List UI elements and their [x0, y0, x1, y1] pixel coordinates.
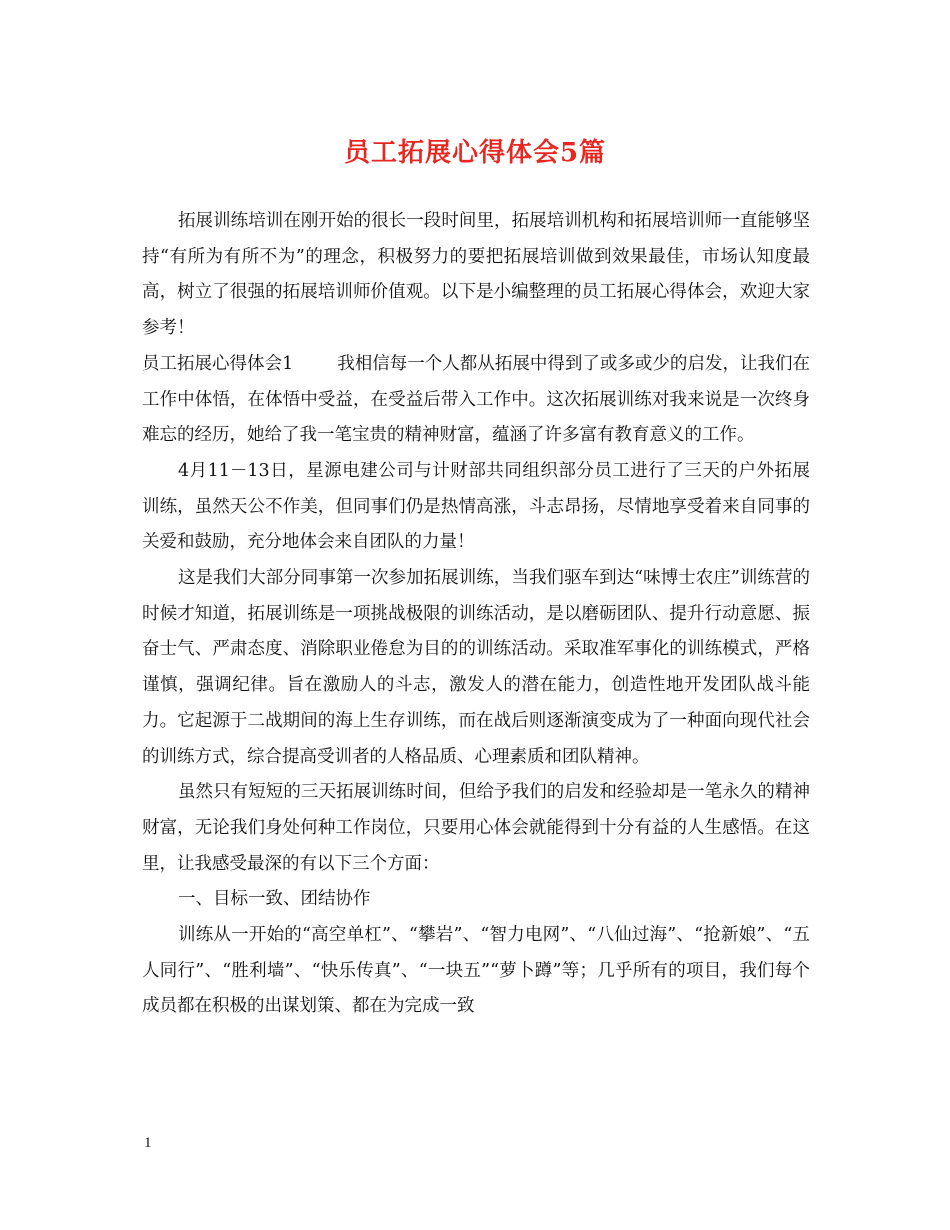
section-1-heading: 员工拓展心得体会1 — [142, 353, 294, 374]
subheading-teamwork: 一、目标一致、团结协作 — [178, 889, 371, 910]
paragraph-training-items: 训练从一开始的“高空单杠”、“攀岩”、“智力电网”、“八仙过海”、“抢新娘”、“五人同行”、“胜利墙”、“快乐传真”、“一块五”“萝卜蹲”等；几乎所有的项目，我们每个成员都在积极的出谋划策、都在为完成一致 — [142, 925, 810, 1017]
paragraph-event: 4月11－13日，星源电建公司与计财部共同组织部分员工进行了三天的户外拓展训练，虽然天公不作美，但同事们仍是热情高涨，斗志昂扬，尽情地享受着来自同事的关爱和鼓励，充分地体会来自团队的力量！ — [142, 460, 810, 553]
intro-paragraph: 拓展训练培训在刚开始的很长一段时间里，拓展培训机构和拓展培训师一直能够坚持“有所为有所不为”的理念，积极努力的要把拓展培训做到效果最佳，市场认知度最高，树立了很强的拓展培训师价值观。以下是小编整理的员工拓展心得体会，欢迎大家参考！ — [142, 211, 810, 339]
page-number: 1 — [144, 1135, 152, 1151]
document-body — [142, 204, 810, 1025]
section-1-paragraph — [142, 347, 810, 454]
paragraph-first-training: 这是我们大部分同事第一次参加拓展训练，当我们驱车到达“味博士农庄”训练营的时候才知道，拓展训练是一项挑战极限的训练活动，是以磨砺团队、提升行动意愿、振奋士气、严肃态度、消除职业倦怠为目的的训练活动。采取准军事化的训练模式，严格谨慎，强调纪律。旨在激励人的斗志，激发人的潜在能力，创造性地开发团队战斗能力。它起源于二战期间的海上生存训练，而在战后则逐渐演变成为了一种面向现代社会的训练方式，综合提高受训者的人格品质、心理素质和团队精神。 — [142, 568, 810, 767]
section-1-intro-text: 我相信每一个人都从拓展中得到了或多或少的启发，让我们在工作中体悟，在体悟中受益，在受益后带入工作中。这次拓展训练对我来说是一次终身难忘的经历，她给了我一笔宝贵的精神财富，蕴涵了许多富有教育意义的工作。 — [142, 353, 810, 446]
document-title: 员工拓展心得体会5篇 — [343, 138, 607, 168]
paragraph-takeaways: 虽然只有短短的三天拓展训练时间，但给予我们的启发和经验却是一笔永久的精神财富，无论我们身处何种工作岗位，只要用心体会就能得到十分有益的人生感悟。在这里，让我感受最深的有以下三个方面： — [142, 782, 810, 874]
